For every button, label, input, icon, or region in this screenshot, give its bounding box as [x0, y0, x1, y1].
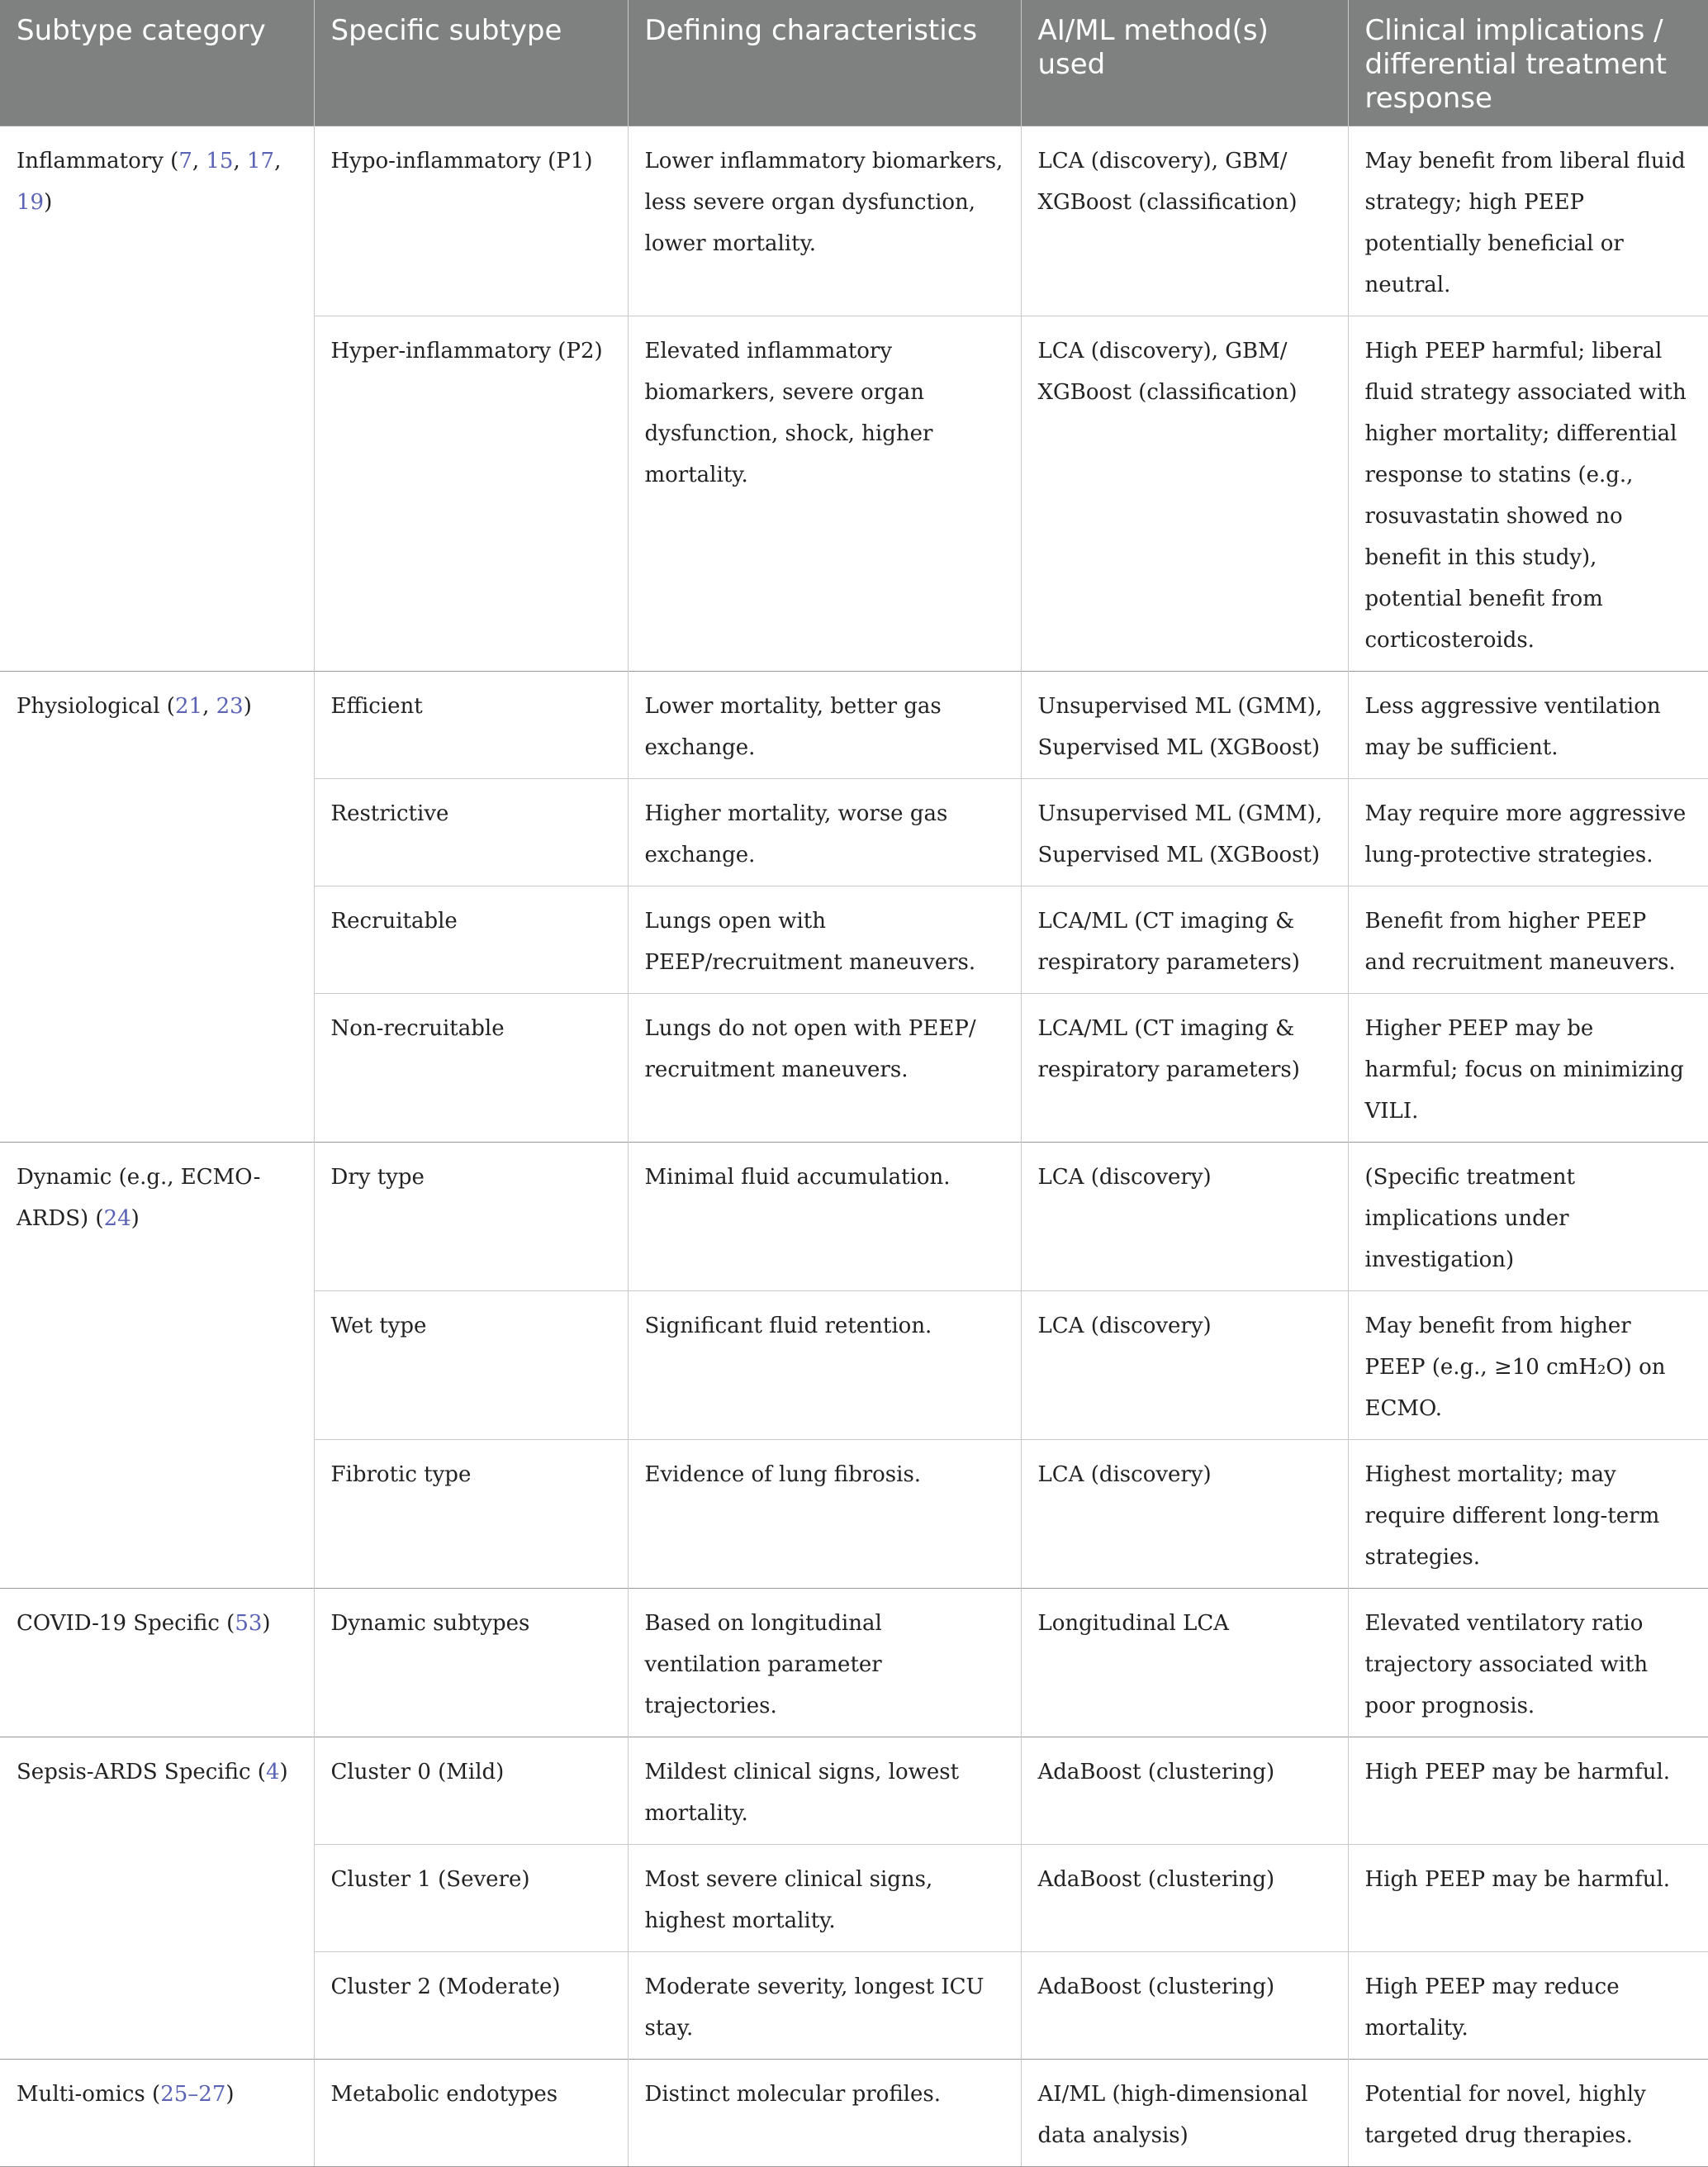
ai-ml-method-cell: AI/ML (high-dimensional data analysis) [1021, 2060, 1348, 2167]
clinical-implications-cell: Elevated ventilatory ratio trajectory associated with poor prognosis. [1348, 1589, 1708, 1737]
ai-ml-method-cell: LCA (discovery) [1021, 1143, 1348, 1291]
defining-characteristics-cell: Mildest clinical signs, lowest mortality. [628, 1737, 1021, 1845]
category-name: Inflammatory [17, 149, 164, 173]
ai-ml-method-cell: LCA/ML (CT imaging & respiratory parameters) [1021, 994, 1348, 1143]
reference-link[interactable]: 53 [235, 1611, 263, 1636]
defining-characteristics-cell: Lower inflammatory biomarkers, less severe organ dysfunction, lower mortality. [628, 126, 1021, 316]
table-body [0, 126, 1708, 2167]
clinical-implications-cell: Higher PEEP may be harmful; focus on minimizing VILI. [1348, 994, 1708, 1143]
table-row [0, 126, 1708, 316]
category-name: Multi-omics [17, 2082, 145, 2107]
header-defining-characteristics: Defining characteristics [628, 0, 1021, 126]
defining-characteristics-cell: Lungs open with PEEP/recruitment maneuvers. [628, 886, 1021, 994]
clinical-implications-cell: May benefit from liberal fluid strategy; high PEEP potentially beneficial or neutral. [1348, 126, 1708, 316]
specific-subtype-cell: Cluster 1 (Severe) [314, 1845, 628, 1952]
specific-subtype-cell: Dynamic subtypes [314, 1589, 628, 1737]
defining-characteristics-cell: Moderate severity, longest ICU stay. [628, 1952, 1021, 2060]
clinical-implications-cell: May benefit from higher PEEP (e.g., ≥10 cmH₂O) on ECMO. [1348, 1291, 1708, 1440]
reference-link[interactable]: 4 [265, 1760, 280, 1784]
defining-characteristics-cell: Significant fluid retention. [628, 1291, 1021, 1440]
category-name: Dynamic (e.g., ECMO-ARDS) [17, 1165, 261, 1231]
ai-ml-method-cell: LCA/ML (CT imaging & respiratory parameters) [1021, 886, 1348, 994]
ai-ml-method-cell: LCA (discovery) [1021, 1440, 1348, 1589]
category-name: Physiological [17, 694, 160, 719]
defining-characteristics-cell: Minimal fluid accumulation. [628, 1143, 1021, 1291]
reference-link[interactable]: 24 [103, 1206, 131, 1231]
specific-subtype-cell: Metabolic endotypes [314, 2060, 628, 2167]
table-row [0, 1737, 1708, 1845]
subtype-category-cell: Dynamic (e.g., ECMO-ARDS) (24) [0, 1143, 314, 1589]
specific-subtype-cell: Cluster 0 (Mild) [314, 1737, 628, 1845]
specific-subtype-cell: Wet type [314, 1291, 628, 1440]
header-row [0, 0, 1708, 126]
ai-ml-method-cell: Longitudinal LCA [1021, 1589, 1348, 1737]
header-ai-ml-methods: AI/ML method(s) used [1021, 0, 1348, 126]
clinical-implications-cell: Highest mortality; may require different long-term strategies. [1348, 1440, 1708, 1589]
reference-link[interactable]: 21 [174, 694, 203, 719]
subtype-category-cell: Sepsis-ARDS Specific (4) [0, 1737, 314, 2060]
reference-link[interactable]: 17 [247, 149, 275, 173]
specific-subtype-cell: Dry type [314, 1143, 628, 1291]
clinical-implications-cell: High PEEP may be harmful. [1348, 1737, 1708, 1845]
specific-subtype-cell: Restrictive [314, 779, 628, 886]
defining-characteristics-cell: Lower mortality, better gas exchange. [628, 672, 1021, 779]
reference-link[interactable]: 7 [178, 149, 192, 173]
table-row [0, 1143, 1708, 1291]
defining-characteristics-cell: Evidence of lung fibrosis. [628, 1440, 1021, 1589]
specific-subtype-cell: Fibrotic type [314, 1440, 628, 1589]
defining-characteristics-cell: Distinct molecular profiles. [628, 2060, 1021, 2167]
ai-ml-method-cell: AdaBoost (clustering) [1021, 1737, 1348, 1845]
ai-ml-method-cell: LCA (discovery), GBM/ XGBoost (classification) [1021, 316, 1348, 672]
header-clinical-implications: Clinical implications / differential treatment response [1348, 0, 1708, 126]
ai-ml-method-cell: Unsupervised ML (GMM), Supervised ML (XGBoost) [1021, 672, 1348, 779]
specific-subtype-cell: Hypo-inflammatory (P1) [314, 126, 628, 316]
category-name: COVID-19 Specific [17, 1611, 220, 1636]
subtype-category-cell: Multi-omics (25–27) [0, 2060, 314, 2167]
clinical-implications-cell: (Specific treatment implications under investigation) [1348, 1143, 1708, 1291]
reference-link[interactable]: 23 [216, 694, 244, 719]
category-name: Sepsis-ARDS Specific [17, 1760, 251, 1784]
ai-ml-method-cell: LCA (discovery) [1021, 1291, 1348, 1440]
specific-subtype-cell: Hyper-inflammatory (P2) [314, 316, 628, 672]
table-row [0, 2060, 1708, 2167]
specific-subtype-cell: Recruitable [314, 886, 628, 994]
subtype-category-cell: Inflammatory (7, 15, 17, 19) [0, 126, 314, 672]
defining-characteristics-cell: Elevated inflammatory biomarkers, severe organ dysfunction, shock, higher mortality. [628, 316, 1021, 672]
subtype-category-cell: Physiological (21, 23) [0, 672, 314, 1143]
defining-characteristics-cell: Lungs do not open with PEEP/ recruitment maneuvers. [628, 994, 1021, 1143]
subtype-category-cell: COVID-19 Specific (53) [0, 1589, 314, 1737]
reference-link[interactable]: 25–27 [160, 2082, 226, 2107]
clinical-implications-cell: High PEEP may reduce mortality. [1348, 1952, 1708, 2060]
table-row [0, 1589, 1708, 1737]
reference-link[interactable]: 19 [17, 190, 45, 215]
clinical-implications-cell: High PEEP harmful; liberal fluid strategy associated with higher mortality; differential response to statins (e.g., rosuvastatin showed no benefit in this study), potential benefit from corticosteroids. [1348, 316, 1708, 672]
specific-subtype-cell: Efficient [314, 672, 628, 779]
clinical-implications-cell: Potential for novel, highly targeted drug therapies. [1348, 2060, 1708, 2167]
clinical-implications-cell: May require more aggressive lung-protective strategies. [1348, 779, 1708, 886]
ai-ml-method-cell: LCA (discovery), GBM/ XGBoost (classification) [1021, 126, 1348, 316]
defining-characteristics-cell: Most severe clinical signs, highest mortality. [628, 1845, 1021, 1952]
header-subtype-category: Subtype category [0, 0, 314, 126]
specific-subtype-cell: Non-recruitable [314, 994, 628, 1143]
reference-link[interactable]: 15 [206, 149, 234, 173]
ai-ml-method-cell: AdaBoost (clustering) [1021, 1952, 1348, 2060]
defining-characteristics-cell: Higher mortality, worse gas exchange. [628, 779, 1021, 886]
ai-ml-method-cell: AdaBoost (clustering) [1021, 1845, 1348, 1952]
table-row [0, 672, 1708, 779]
ai-ml-method-cell: Unsupervised ML (GMM), Supervised ML (XGBoost) [1021, 779, 1348, 886]
defining-characteristics-cell: Based on longitudinal ventilation parameter trajectories. [628, 1589, 1021, 1737]
clinical-implications-cell: Less aggressive ventilation may be sufficient. [1348, 672, 1708, 779]
specific-subtype-cell: Cluster 2 (Moderate) [314, 1952, 628, 2060]
header-specific-subtype: Specific subtype [314, 0, 628, 126]
clinical-implications-cell: High PEEP may be harmful. [1348, 1845, 1708, 1952]
clinical-implications-cell: Benefit from higher PEEP and recruitment maneuvers. [1348, 886, 1708, 994]
